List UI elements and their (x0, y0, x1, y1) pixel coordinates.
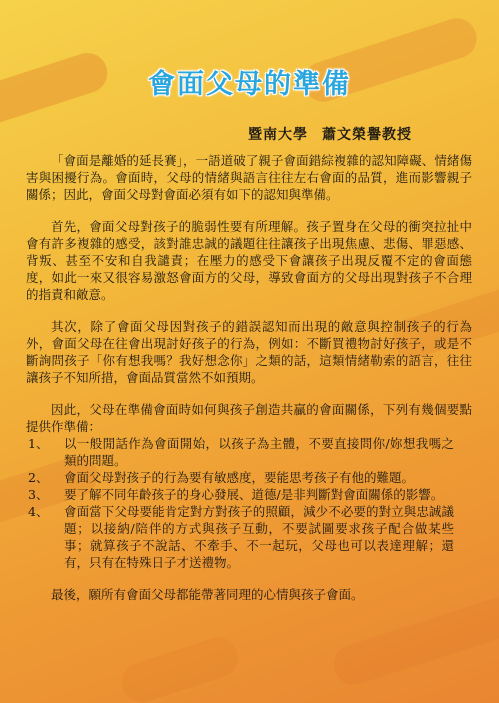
paragraph-closing: 最後，願所有會面父母都能帶著同理的心情與孩子會面。 (51, 587, 364, 602)
list-item (26, 503, 472, 571)
list-item-text: 以一般閒話作為會面開始，以孩子為主體，不要直接問你/妳想我嗎之類的問題。 (64, 436, 454, 468)
list-item-number: 1、 (28, 436, 49, 451)
list-item-number: 4、 (28, 504, 49, 519)
paragraph-first: 首先，會面父母對孩子的脆弱性要有所理解。孩子置身在父母的衝突拉扯中會有許多複雜的感受，該對誰忠誠的議題往往讓孩子出現焦慮、悲傷、罪惡感、背叛、甚至不安和自我譴責；在壓力的感受下會讓孩子出現反覆不定的會面態度，如此一來又很容易激怒會面方的父母，導致會面方的父母出現對孩子不合理的指責和敵意。 (26, 219, 472, 302)
paragraph-second: 其次，除了會面父母因對孩子的錯誤認知而出現的敵意與控制孩子的行為外，會面父母在往會出現討好孩子的行為，例如：不斷買禮物討好孩子，或是不斷詢問孩子「你有想我嗎？我好想念你」之類的話，這類情緒勒索的語言，往往讓孩子不知所措，會面品質當然不如預期。 (26, 319, 472, 385)
author-name: 蕭文榮譽教授 (322, 127, 412, 143)
author-affiliation: 暨南大學 (248, 127, 308, 143)
author-line (248, 124, 478, 144)
list-item-text: 會面父母對孩子的行為要有敏感度，要能思考孩子有他的難題。 (64, 470, 415, 485)
page-title: 會面父母的準備 (148, 69, 351, 100)
list-item-number: 2、 (28, 470, 49, 485)
list-item-text: 要了解不同年齡孩子的身心發展、道德/是非判斷對會面關係的影響。 (64, 487, 444, 502)
paragraph-therefore: 因此，父母在準備會面時如何與孩子創造共贏的會面關係，下列有幾個要點提供作準備： (26, 402, 472, 434)
paragraph-intro: 「會面是離婚的延長賽」，一語道破了親子會面錯綜複雜的認知障礙、情緒傷害與困擾行為。會面時，父母的情緒與語言往往左右會面的品質，進而影響親子關係；因此，會面父母對會面必須有如下的認知與準備。 (26, 153, 472, 202)
list-item-text: 會面當下父母要能肯定對方對孩子的照顧，減少不必要的對立與忠誠議題；以接納/陪伴的方式與孩子互動，不要試圖要求孩子配合做某些事；就算孩子不說話、不牽手、不一起玩，父母也可以表達理解；還有，只有在特殊日子才送禮物。 (64, 504, 454, 570)
tips-list (26, 435, 472, 571)
list-item-number: 3、 (28, 487, 49, 502)
decorative-shape (117, 632, 243, 703)
article-body (26, 152, 472, 618)
list-item (26, 435, 472, 469)
list-item (26, 486, 472, 503)
list-item (26, 469, 472, 486)
